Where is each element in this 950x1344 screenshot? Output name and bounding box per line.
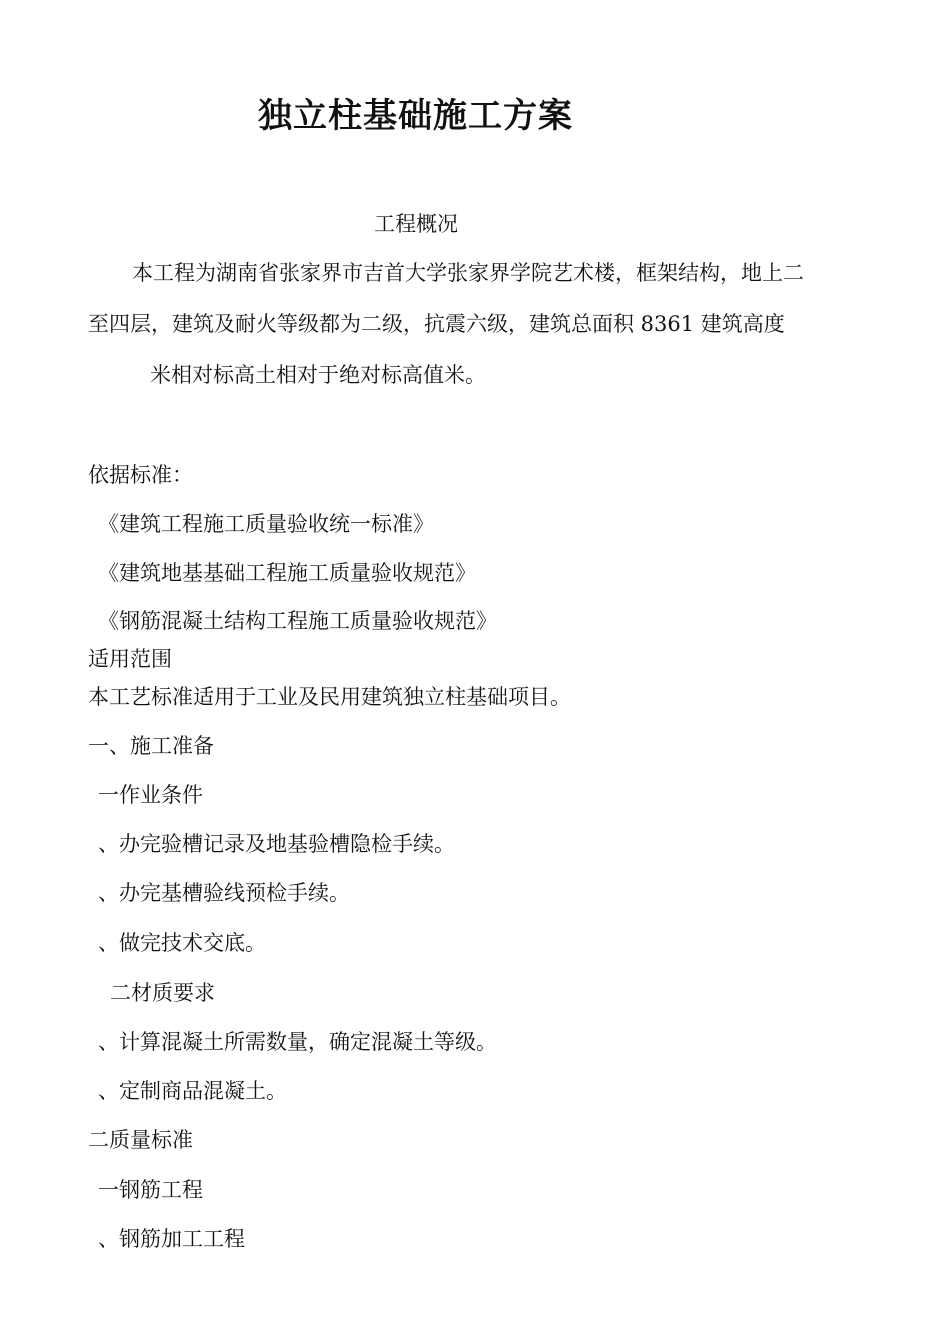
subsection-heading: 一作业条件: [98, 783, 203, 807]
overview-line-3: 米相对标高土相对于绝对标高值米。: [150, 363, 486, 387]
list-item: 、计算混凝土所需数量，确定混凝土等级。: [98, 1030, 497, 1054]
list-item: 、定制商品混凝土。: [98, 1079, 287, 1103]
standard-item: 《钢筋混凝土结构工程施工质量验收规范》: [98, 609, 497, 633]
list-item: 、办完验槽记录及地基验槽隐检手续。: [98, 832, 455, 856]
subsection-heading: 一钢筋工程: [98, 1178, 203, 1202]
standard-item: 《建筑工程施工质量验收统一标准》: [98, 512, 434, 536]
scope-heading: 适用范围: [88, 647, 172, 671]
list-item: 、钢筋加工工程: [98, 1227, 245, 1251]
basis-heading: 依据标准：: [88, 463, 193, 487]
standard-item: 《建筑地基基础工程施工质量验收规范》: [98, 561, 476, 585]
document-title: 独立柱基础施工方案: [258, 96, 573, 136]
list-item: 、做完技术交底。: [98, 931, 266, 955]
overview-heading: 工程概况: [374, 212, 458, 236]
section-heading: 二质量标准: [88, 1128, 193, 1152]
list-item: 、办完基槽验线预检手续。: [98, 881, 350, 905]
scope-text: 本工艺标准适用于工业及民用建筑独立柱基础项目。: [88, 685, 571, 709]
overview-line-2: 至四层，建筑及耐火等级都为二级，抗震六级，建筑总面积 8361 建筑高度: [88, 312, 785, 336]
overview-line-1: 本工程为湖南省张家界市吉首大学张家界学院艺术楼，框架结构，地上二: [132, 261, 804, 285]
section-heading: 一、施工准备: [88, 734, 214, 758]
subsection-heading: 二材质要求: [110, 981, 215, 1005]
